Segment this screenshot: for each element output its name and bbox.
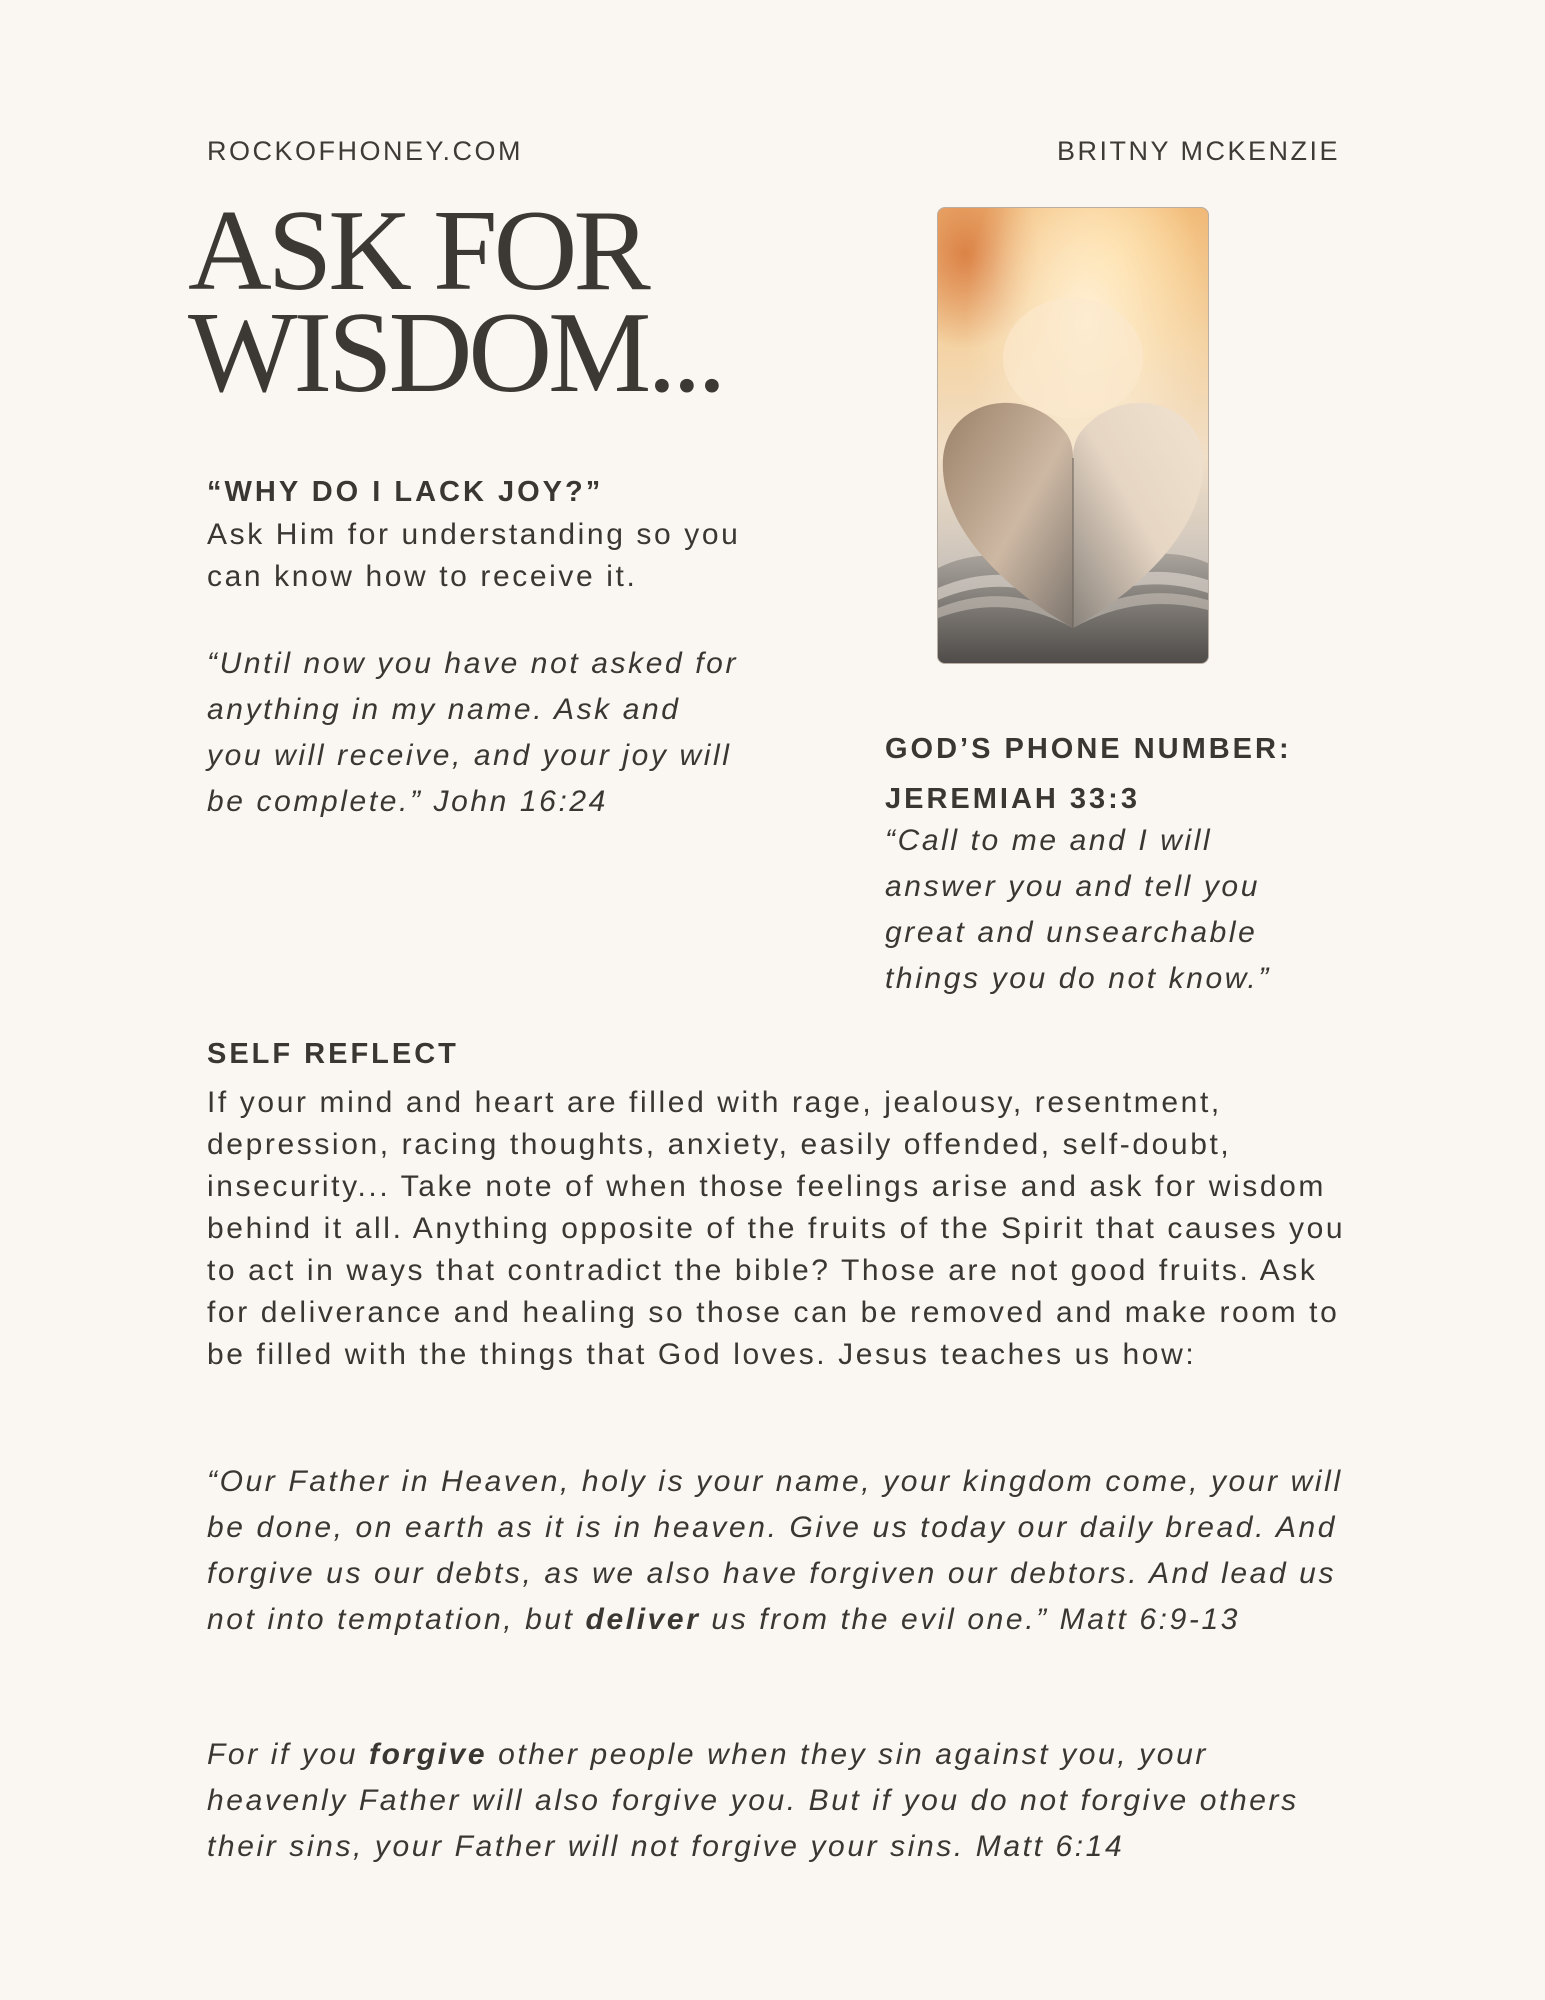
heart-book-photo [937,207,1209,664]
lords-prayer-quote [207,1459,1357,1643]
forgive-text-after: other people when they sin against you, your heavenly Father will also forgive you. But if you do not forgive others their sins, your Father will not forgive your sins. Matt 6:14 [207,1738,1299,1863]
prayer-text-before: “Our Father in Heaven, holy is your name, your kingdom come, your will be done, on earth as it is in heaven. Give us today our daily bread. And forgive us our debts, as we also have forgiven our debtors. And lead us not into temptation, but [207,1465,1343,1636]
self-reflect-body: If your mind and heart are filled with rage, jealousy, resentment, depression, racing thoughts, anxiety, easily offended, self-doubt, insecurity... Take note of when those feelings arise and ask for wisdom behind it all. Anything opposite of the fruits of the Spirit that causes you to act in ways that contradict the bible? Those are not good fruits. Ask for deliverance and healing so those can be removed and make room to be filled with the things that God loves. Jesus teaches us how: [207,1086,1346,1371]
forgive-quote [207,1732,1357,1870]
jeremiah-quote: “Call to me and I will answer you and tell you great and unsearchable things you do not know.” [885,824,1271,995]
forgive-text-before: For if you [207,1738,369,1771]
site-url: ROCKOFHONEY.COM [207,136,524,166]
author-name: BRITNY MCKENZIE [1056,136,1340,166]
self-reflect-heading: SELF REFLECT [207,1038,459,1070]
joy-heading: “WHY DO I LACK JOY?” [207,476,604,508]
prayer-text-after: us from the evil one.” Matt 6:9-13 [700,1603,1241,1636]
title-line-1: ASK FOR [188,187,647,315]
phone-number-heading [885,724,1345,824]
prayer-bold-word: deliver [585,1603,701,1636]
page-title [188,187,723,417]
forgive-bold-word: forgive [368,1738,488,1771]
joy-body: Ask Him for understanding so you can know how to receive it. [207,518,741,593]
title-line-2: WISDOM... [188,289,723,417]
heart-book-image [938,208,1208,663]
joy-scripture-quote: “Until now you have not asked for anything in my name. Ask and you will receive, and your joy will be complete.” John 16:24 [207,647,739,818]
phone-heading-line-2: JEREMIAH 33:3 [885,783,1140,815]
phone-heading-line-1: GOD’S PHONE NUMBER: [885,733,1292,765]
